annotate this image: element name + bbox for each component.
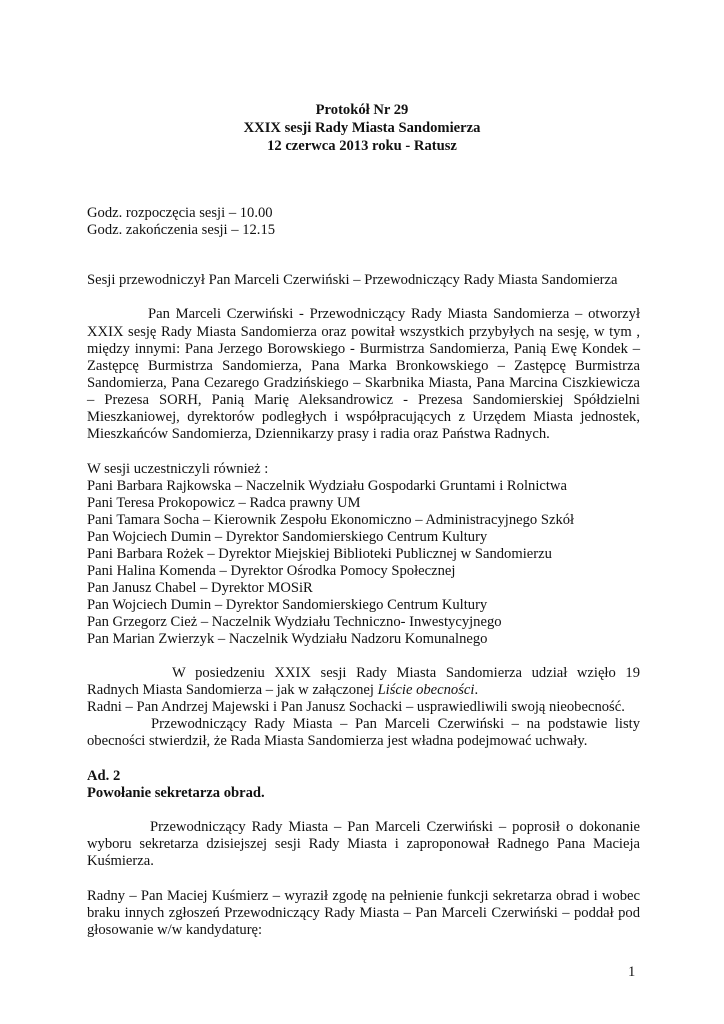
ad2-line: Przewodniczący Rady Miasta – Pan Marceli Czerwiński – poprosił o dokonanie (150, 819, 640, 835)
session-title: XXIX sesji Rady Miasta Sandomierza (243, 120, 481, 136)
protocol-title: Protokół Nr 29 (315, 102, 409, 118)
opening-line: XXIX sesję Rady Miasta Sandomierza oraz powitał wszystkich przybyłych na sesję, w tym , (87, 324, 640, 340)
opening-line: między innymi: Pana Jerzego Borowskiego - Burmistrza Sandomierza, Panią Ewę Kondek – (87, 341, 640, 357)
quorum-period: . (474, 682, 479, 698)
attendance-list-reference: Liście obecności (377, 682, 475, 698)
attendee-item: Pan Janusz Chabel – Dyrektor MOSiR (87, 580, 313, 596)
section-heading: Ad. 2 (87, 768, 121, 784)
start-time: Godz. rozpoczęcia sesji – 10.00 (87, 205, 273, 221)
section-subheading: Powołanie sekretarza obrad. (87, 785, 265, 801)
ad2-line: Radny – Pan Maciej Kuśmierz – wyraził zgodę na pełnienie funkcji sekretarza obrad i wobec (87, 888, 640, 904)
quorum-line: obecności stwierdził, że Rada Miasta Sandomierza jest władna podejmować uchwały. (87, 733, 588, 749)
attendee-item: Pani Teresa Prokopowicz – Radca prawny UM (87, 495, 361, 511)
quorum-line: W posiedzeniu XXIX sesji Rady Miasta Sandomierza udział wzięło 19 (172, 665, 640, 681)
quorum-line: Przewodniczący Rady Miasta – Pan Marceli Czerwiński – na podstawie listy (151, 716, 640, 732)
attendee-item: Pan Wojciech Dumin – Dyrektor Sandomierskiego Centrum Kultury (87, 597, 488, 613)
end-time: Godz. zakończenia sesji – 12.15 (87, 222, 276, 238)
opening-line: Mieszkańców Sandomierza, Dziennikarzy prasy i radia oraz Państwa Radnych. (87, 426, 550, 442)
attendee-item: Pani Barbara Rożek – Dyrektor Miejskiej Biblioteki Publicznej w Sandomierzu (87, 546, 552, 562)
page-number: 1 (628, 964, 636, 980)
ad2-line: głosowanie w/w kandydaturę: (87, 922, 263, 938)
attendee-item: Pan Grzegorz Cież – Naczelnik Wydziału Techniczno- Inwestycyjnego (87, 614, 502, 630)
attendee-item: Pani Tamara Socha – Kierownik Zespołu Ekonomiczno – Administracyjnego Szkół (87, 512, 575, 528)
quorum-text: Radnych Miasta Sandomierza – jak w załączonej (87, 682, 378, 698)
opening-line: – Prezesa SORH, Panią Marię Aleksandrowicz - Prezesa Sandomierskiej Spółdzielni (87, 392, 640, 408)
session-date: 12 czerwca 2013 roku - Ratusz (267, 138, 457, 154)
attendee-item: Pani Halina Komenda – Dyrektor Ośrodka Pomocy Społecznej (87, 563, 456, 579)
ad2-line: wyboru sekretarza dzisiejszej sesji Rady Miasta i zaproponował Radnego Pana Macieja (87, 836, 640, 852)
ad2-line: braku innych zgłoszeń Przewodniczący Rady Miasta – Pan Marceli Czerwiński – poddał pod (87, 905, 640, 921)
opening-line: Sandomierza, Pana Cezarego Gradzińskiego – Skarbnika Miasta, Pana Marcina Ciszkiewicza (87, 375, 640, 391)
attendees-heading: W sesji uczestniczyli również : (87, 461, 269, 477)
quorum-line (87, 681, 478, 699)
attendee-item: Pani Barbara Rajkowska – Naczelnik Wydziału Gospodarki Gruntami i Rolnictwa (87, 478, 567, 494)
opening-line: Pan Marceli Czerwiński - Przewodniczący Rady Miasta Sandomierza – otworzył (148, 306, 640, 322)
ad2-line: Kuśmierza. (87, 853, 154, 869)
absence-line: Radni – Pan Andrzej Majewski i Pan Janusz Sochacki – usprawiedliwili swoją nieobecność. (87, 699, 625, 715)
attendee-item: Pan Wojciech Dumin – Dyrektor Sandomierskiego Centrum Kultury (87, 529, 488, 545)
opening-line: Zastępcę Burmistrza Sandomierza, Pana Marka Bronkowskiego – Zastępcę Burmistrza (87, 358, 640, 374)
opening-line: Mieszkaniowej, dyrektorów podległych i współpracujących z Urzędem Miasta jednostek, (87, 409, 640, 425)
chair-line: Sesji przewodniczył Pan Marceli Czerwiński – Przewodniczący Rady Miasta Sandomierza (87, 272, 618, 288)
attendee-item: Pan Marian Zwierzyk – Naczelnik Wydziału Nadzoru Komunalnego (87, 631, 488, 647)
